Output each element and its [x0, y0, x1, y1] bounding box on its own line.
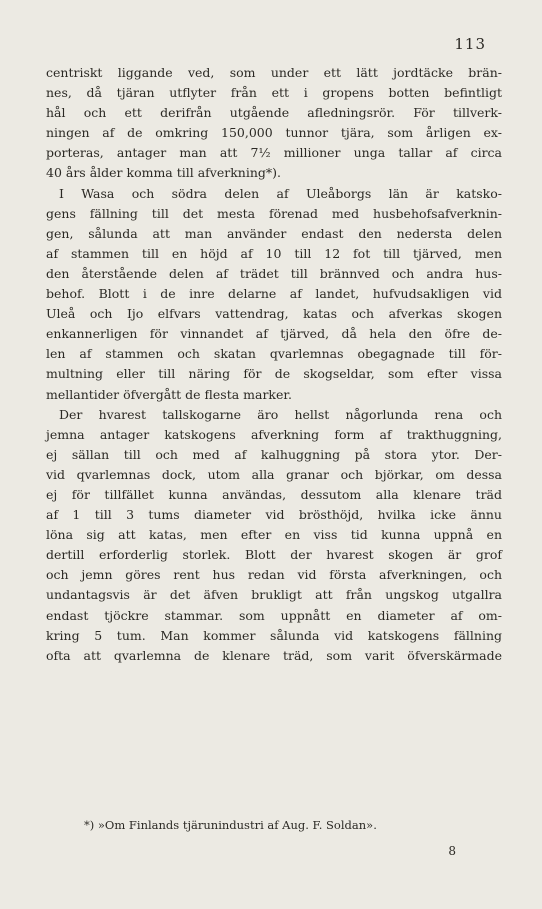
- text-line: löna sig att katas, men efter en viss tid kunna uppnå en: [46, 527, 502, 543]
- text-line: behof. Blott i de inre delarne af landet, hufvudsakligen vid: [46, 286, 502, 302]
- paragraph-2: [46, 184, 502, 405]
- text-line: ofta att qvarlemna de klenare träd, som varit öfverskärmade: [46, 647, 502, 663]
- text-line: 40 års ålder komma till afverkning*).: [46, 165, 282, 181]
- text-line: undantagsvis är det äfven brukligt att från ungskog utgallra: [46, 587, 502, 603]
- text-line: len af stammen och skatan qvarlemnas obegagnade till för-: [46, 346, 502, 362]
- text-line: vid qvarlemnas dock, utom alla granar och björkar, om dessa: [46, 466, 502, 482]
- text-line: enkannerligen för vinnandet af tjärved, då hela den öfre de-: [46, 326, 502, 342]
- page-number: 113: [454, 35, 486, 53]
- text-line: Uleå och Ijo elfvars vattendrag, katas och afverkas skogen: [46, 306, 502, 322]
- paragraph-3: [46, 405, 502, 666]
- text-line: gens fällning till det mesta förenad med husbehofsafverknin-: [46, 205, 502, 221]
- text-line: kring 5 tum. Man kommer sålunda vid katskogens fällning: [46, 627, 502, 643]
- text-line: nes, då tjäran utflyter från ett i gropens botten befintligt: [46, 85, 502, 101]
- paragraph-1: [46, 63, 502, 184]
- text-line: den återstående delen af trädet till brännved och andra hus-: [46, 265, 502, 281]
- text-line: hål och ett derifrån utgående afledningsrör. För tillverk-: [46, 105, 502, 121]
- text-line: jemna antager katskogens afverkning form af trakthuggning,: [46, 426, 502, 442]
- text-line: ej för tillfället kunna användas, dessutom alla klenare träd: [46, 486, 502, 502]
- text-line: af stammen till en höjd af 10 till 12 fot till tjärved, men: [46, 245, 502, 261]
- text-line: Der hvarest tallskogarne äro hellst någorlunda rena och: [59, 406, 502, 422]
- text-line: centriskt liggande ved, som under ett lätt jordtäcke brän-: [46, 65, 502, 80]
- text-line: ningen af de omkring 150,000 tunnor tjära, som årligen ex-: [46, 125, 502, 141]
- body-text: [46, 63, 502, 666]
- text-line: multning eller till näring för de skogseldar, som efter vissa: [46, 366, 502, 382]
- text-line: af 1 till 3 tums diameter vid brösthöjd, hvilka icke ännu: [46, 507, 502, 523]
- text-line: mellantider öfvergått de flesta marker.: [46, 386, 292, 402]
- footnote: *) »Om Finlands tjärunindustri af Aug. F. Soldan».: [84, 818, 377, 832]
- text-line: porteras, antager man att 7½ millioner unga tallar af circa: [46, 145, 502, 161]
- signature-mark: 8: [448, 844, 456, 858]
- text-line: dertill erforderlig storlek. Blott der hvarest skogen är grof: [46, 547, 502, 563]
- text-line: och jemn göres rent hus redan vid första afverkningen, och: [46, 567, 502, 583]
- text-line: gen, sålunda att man använder endast den nedersta delen: [46, 225, 502, 241]
- text-line: ej sällan till och med af kalhuggning på stora ytor. Der-: [46, 446, 502, 462]
- text-line: endast tjöckre stammar. som uppnått en diameter af om-: [46, 607, 502, 623]
- text-line: I Wasa och södra delen af Uleåborgs län är katsko-: [59, 185, 502, 201]
